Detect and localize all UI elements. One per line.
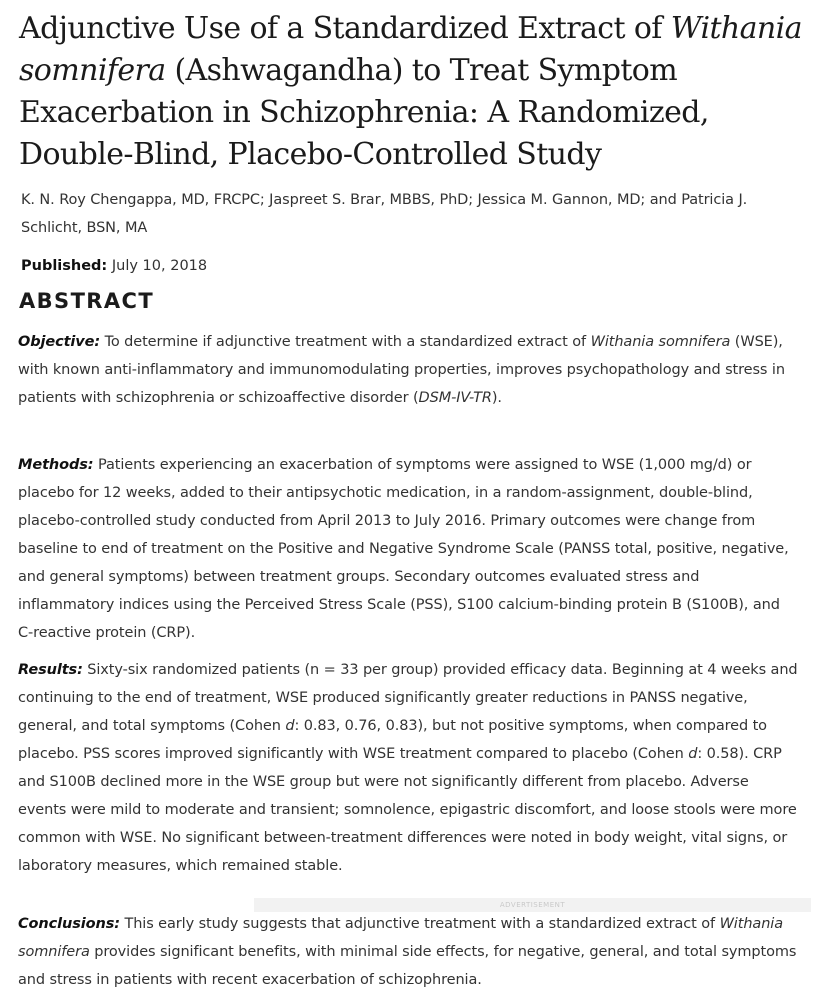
objective-dsm: DSM-IV-TR [418, 390, 492, 406]
methods-text: Patients experiencing an exacerbation of symptoms were assigned to WSE (1,000 mg/d) or placebo for 12 weeks, added to their antipsychotic medication, in a random-assignment, double-blind, placebo-controlled study conducted from April 2013 to July 2016. Primary outcomes were change from baseline to end of treatment on the Positive and Negative Syndrome Scale (PANSS total, positive, negative, and general symptoms) between treatment groups. Secondary outcomes evaluated stress and inflammatory indices using the Perceived Stress Scale (PSS), S100 calcium-binding protein B (S100B), and C-reactive protein (CRP). [18, 457, 789, 641]
objective-label: Objective: [18, 334, 101, 350]
published-label: Published: [21, 258, 108, 274]
results-cohen-d-1: d [285, 718, 295, 734]
conclusions-text-1: This early study suggests that adjunctive treatment with a standardized extract of [119, 916, 720, 932]
abstract-results [18, 656, 798, 880]
conclusions-label: Conclusions: [18, 916, 120, 932]
results-text-2: : 0.83, 0.76, 0.83), but not positive symptoms, when compared to placebo. PSS scores improved significantly with WSE treatment compared to placebo (Cohen [18, 718, 767, 762]
results-label: Results: [18, 662, 83, 678]
objective-text-2: (WSE), with known anti-inflammatory and immunomodulating properties, improves psychopathology and stress in patients with schizophrenia or schizoaffective disorder ( [18, 334, 785, 406]
objective-text-3: ). [491, 390, 502, 406]
title-species-name: Withania somnifera [19, 11, 802, 88]
abstract-objective [18, 328, 798, 412]
objective-species: Withania somnifera [590, 334, 731, 350]
article-title [19, 8, 809, 176]
abstract-conclusions [18, 910, 798, 994]
advertisement-banner[interactable]: ADVERTISEMENT [254, 898, 811, 912]
abstract-heading: ABSTRACT [19, 289, 155, 313]
author-list: K. N. Roy Chengappa, MD, FRCPC; Jaspreet S. Brar, MBBS, PhD; Jessica M. Gannon, MD; and Patricia J. Schlicht, BSN, MA [21, 192, 748, 236]
results-text-1: Sixty-six randomized patients (n = 33 per group) provided efficacy data. Beginning at 4 weeks and continuing to the end of treatment, WSE produced significantly greater reductions in PANSS negative, general, and total symptoms (Cohen [18, 662, 798, 734]
published-line [21, 252, 207, 280]
conclusions-text-2: provides significant benefits, with minimal side effects, for negative, general, and total symptoms and stress in patients with recent exacerbation of schizophrenia. [18, 944, 797, 988]
abstract-methods [18, 451, 798, 647]
published-date: July 10, 2018 [111, 258, 208, 274]
objective-text-1: To determine if adjunctive treatment with a standardized extract of [100, 334, 591, 350]
title-text-end: (Ashwagandha) to Treat Symptom Exacerbation in Schizophrenia: A Randomized, Double-Blind, Placebo-Controlled Study [19, 53, 709, 172]
results-cohen-d-2: d [688, 746, 698, 762]
methods-label: Methods: [18, 457, 94, 473]
conclusions-species: Withania somnifera [18, 916, 783, 960]
title-text-start: Adjunctive Use of a Standardized Extract of [19, 11, 671, 46]
results-text-3: : 0.58). CRP and S100B declined more in the WSE group but were not significantly different from placebo. Adverse events were mild to moderate and transient; somnolence, epigastric discomfort, and loose stools were more common with WSE. No significant between-treatment differences were noted in body weight, vital signs, or laboratory measures, which remained stable. [18, 746, 797, 874]
